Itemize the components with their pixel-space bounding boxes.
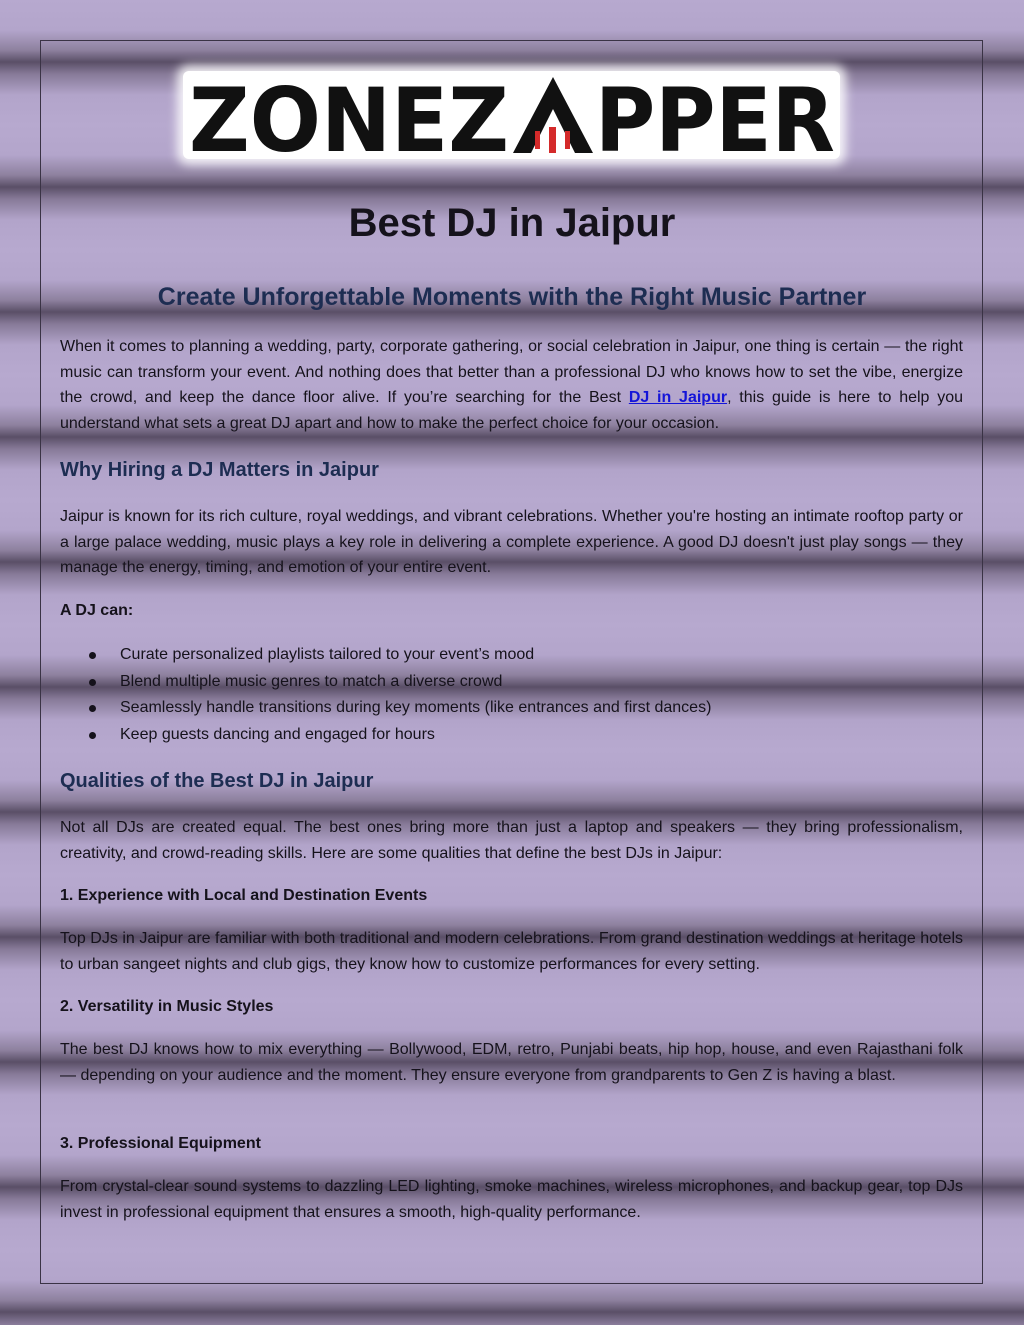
- bullet-icon: [89, 652, 96, 659]
- list-item-text: Curate personalized playlists tailored to your event’s mood: [120, 646, 535, 663]
- section-heading-qualities: Qualities of the Best DJ in Jaipur: [60, 770, 374, 792]
- intro-paragraph: [60, 334, 963, 437]
- quality-heading-experience: 1. Experience with Local and Destination Events: [60, 887, 428, 904]
- dj-in-jaipur-link[interactable]: DJ in Jaipur: [628, 389, 728, 407]
- bullet-icon: [89, 679, 96, 686]
- page-title: Best DJ in Jaipur: [348, 201, 676, 245]
- quality-text: Top DJs in Jaipur are familiar with both traditional and modern celebrations. From grand destination weddings at heritage hotels to urban sangeet nights and club gigs, they know how to customize performances for every setting.: [60, 930, 963, 973]
- quality-paragraph-experience: [60, 926, 963, 977]
- list-item: [60, 643, 963, 670]
- list-item: [60, 696, 963, 723]
- quality-paragraph-equipment: [60, 1174, 963, 1225]
- svg-text:ZONEZ: ZONEZ: [189, 71, 509, 159]
- qualities-text: Not all DJs are created equal. The best ones bring more than just a laptop and speakers — they bring professionalism, creativity, and crowd-reading skills. Here are some qualities that define the best DJs in Jaipur:: [60, 819, 963, 862]
- zonezapper-logo: [183, 71, 840, 159]
- list-item-text: Seamlessly handle transitions during key moments (like entrances and first dances): [120, 699, 712, 717]
- list-item-text: Keep guests dancing and engaged for hours: [120, 725, 435, 743]
- quality-text: From crystal-clear sound systems to dazzling LED lighting, smoke machines, wireless microphones, and backup gear, top DJs invest in professional equipment that ensures a smooth, high-quality performance.: [60, 1178, 963, 1221]
- quality-text: The best DJ knows how to mix everything — Bollywood, EDM, retro, Punjabi beats, hip hop, house, and even Rajasthani folk — depending on your audience and the moment. They ensure everyone from grandparents to Gen Z is having a blast.: [60, 1041, 963, 1084]
- quality-heading-versatility: 2. Versatility in Music Styles: [60, 998, 274, 1015]
- section-heading-why-hiring: Why Hiring a DJ Matters in Jaipur: [60, 459, 379, 481]
- qualities-paragraph: [60, 815, 963, 866]
- list-item-text: Blend multiple music genres to match a diverse crowd: [120, 672, 503, 690]
- quality-heading-equipment: 3. Professional Equipment: [60, 1135, 261, 1152]
- dj-abilities-list: [60, 643, 963, 749]
- bullet-icon: [89, 732, 96, 739]
- list-item: [60, 670, 963, 697]
- list-heading: A DJ can:: [60, 602, 134, 619]
- intro-text-before: When it comes to planning a wedding, party, corporate gathering, or social celebration in Jaipur, one thing is certain — the right music can transform your event. And nothing does that better than a professional DJ who knows how to set the vibe, energize the crowd, and keep the dance floor alive. If you’re searching for the Best: [60, 338, 963, 407]
- intro-text-after: , this guide is here to help you understand what sets a great DJ apart and how to make the perfect choice for your occasion.: [60, 389, 964, 433]
- quality-paragraph-versatility: [60, 1037, 963, 1088]
- list-item: [60, 723, 963, 750]
- why-hiring-paragraph: [60, 504, 963, 581]
- bullet-icon: [89, 705, 96, 712]
- svg-text:PPER: PPER: [595, 71, 835, 159]
- why-hiring-text: Jaipur is known for its rich culture, royal weddings, and vibrant celebrations. Whether you're hosting an intimate rooftop party or a large palace wedding, music plays a key role in delivering a complete experience. A good DJ doesn't just play songs — they manage the energy, timing, and emotion of your entire event.: [60, 508, 963, 577]
- page-subtitle: Create Unforgettable Moments with the Right Music Partner: [157, 283, 867, 311]
